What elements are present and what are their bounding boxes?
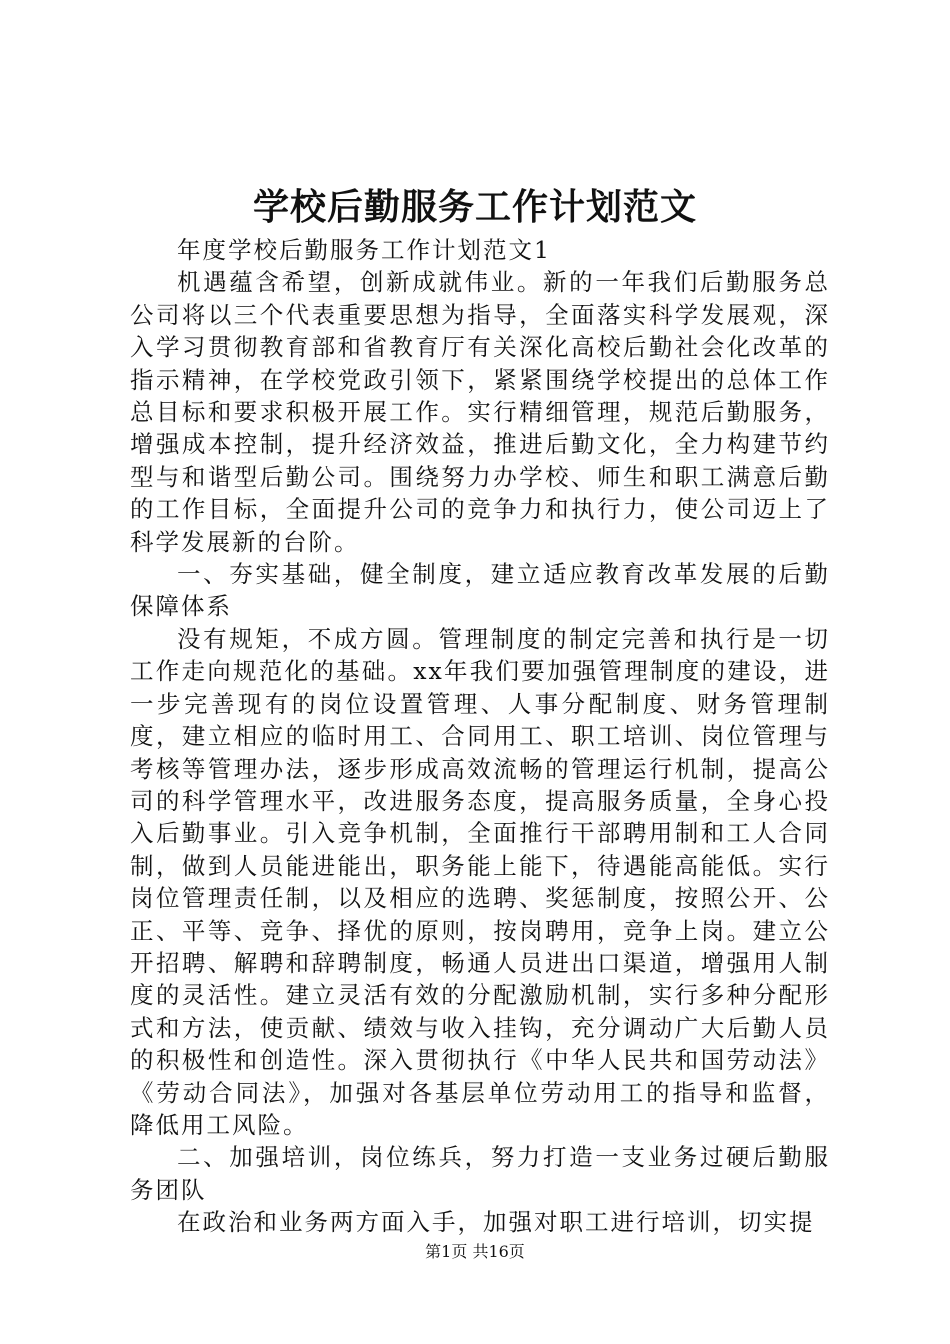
paragraph-section-1: 没有规矩，不成方圆。管理制度的制定完善和执行是一切工作走向规范化的基础。xx年我们要加强管理制度的建设，进一步完善现有的岗位设置管理、人事分配制度、财务管理制度，建立相应的临时用工、合同用工、职工培训、岗位管理与考核等管理办法，逐步形成高效流畅的管理运行机制，提高公司的科学管理水平，改进服务态度，提高服务质量，全身心投入后勤事业。引入竞争机制，全面推行干部聘用制和工人合同制，做到人员能进能出，职务能上能下，待遇能高能低。实行岗位管理责任制，以及相应的选聘、奖惩制度，按照公开、公正、平等、竞争、择优的原则，按岗聘用，竞争上岗。建立公开招聘、解聘和辞聘制度，畅通人员进出口渠道，增强用人制度的灵活性。建立灵活有效的分配激励机制，实行多种分配形式和方法，使贡献、绩效与收入挂钩，充分调动广大后勤人员的积极性和创造性。深入贯彻执行《中华人民共和国劳动法》《劳动合同法》，加强对各基层单位劳动用工的指导和监督，降低用工风险。 [130, 624, 830, 1139]
document-body [130, 234, 830, 1239]
page-footer: 第1页 共16页 [425, 1242, 525, 1261]
section-heading-1: 一、夯实基础，健全制度，建立适应教育改革发展的后勤保障体系 [130, 560, 830, 621]
document-title: 学校后勤服务工作计划范文 [252, 186, 697, 228]
section-heading-2: 二、加强培训，岗位练兵，努力打造一支业务过硬后勤服务团队 [130, 1143, 830, 1204]
paragraph-heading: 年度学校后勤服务工作计划范文1 [177, 236, 551, 264]
paragraph-section-2: 在政治和业务两方面入手，加强对职工进行培训，切实提 [177, 1208, 815, 1237]
paragraph-intro: 机遇蕴含希望，创新成就伟业。新的一年我们后勤服务总公司将以三个代表重要思想为指导，全面落实科学发展观，深入学习贯彻教育部和省教育厅有关深化高校后勤社会化改革的指示精神，在学校党政引领下，紧紧围绕学校提出的总体工作总目标和要求积极开展工作。实行精细管理，规范后勤服务，增强成本控制，提升经济效益，推进后勤文化，全力构建节约型与和谐型后勤公司。围绕努力办学校、师生和职工满意后勤的工作目标，全面提升公司的竞争力和执行力，使公司迈上了科学发展新的台阶。 [130, 268, 830, 556]
